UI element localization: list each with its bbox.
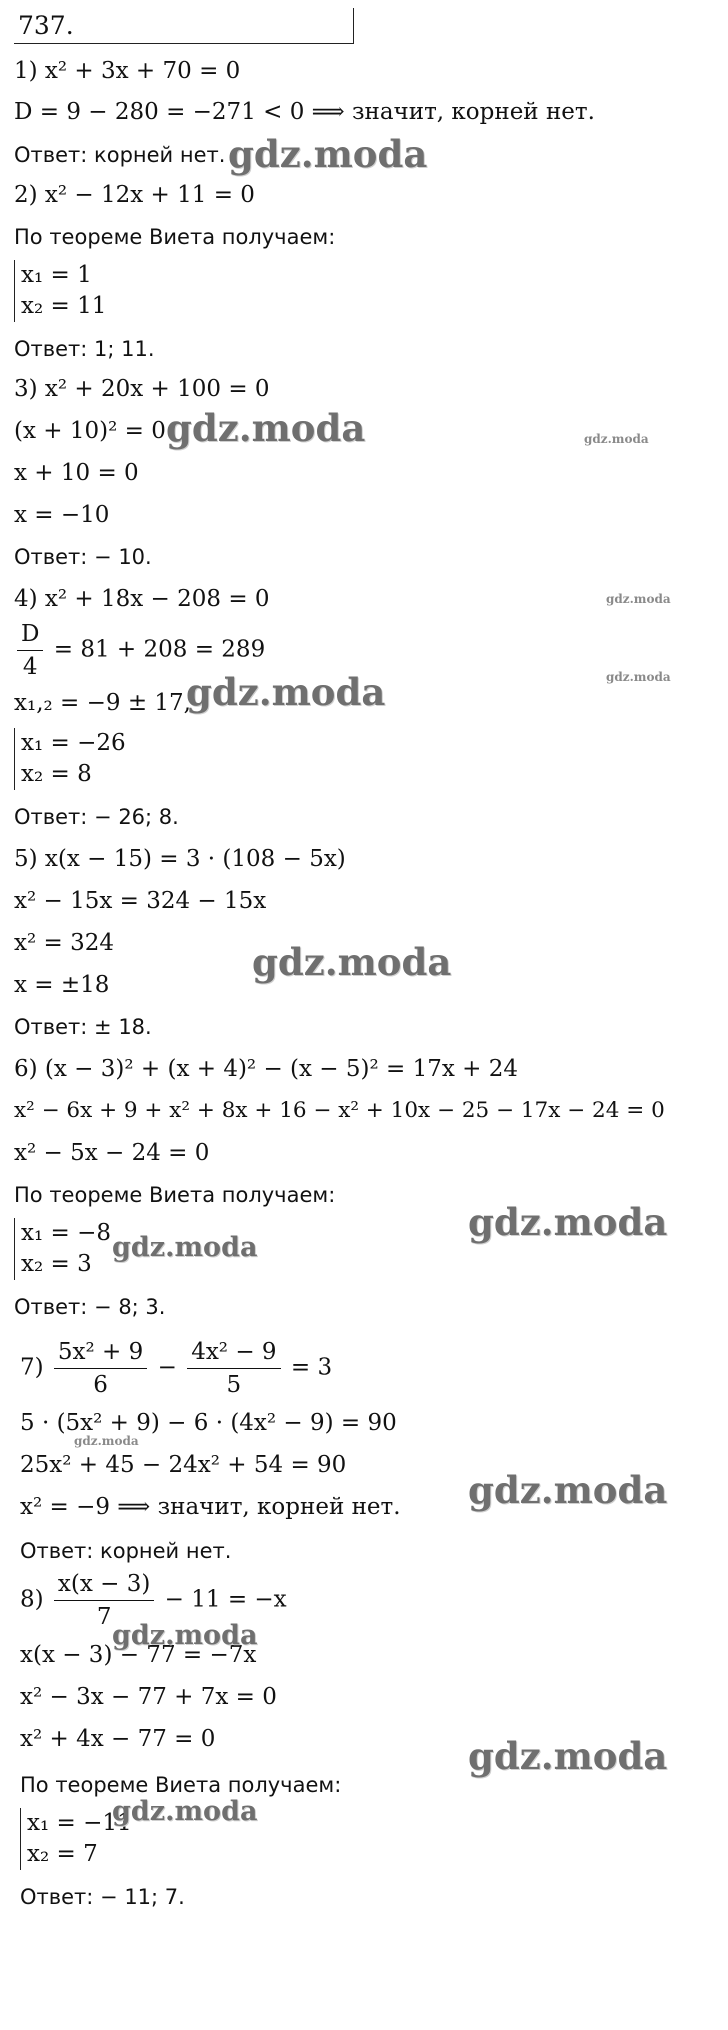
s4-answer: Ответ: − 26; 8.: [14, 805, 179, 829]
s4-roots-system: [14, 728, 126, 790]
s6-root-1: x₁ = −8: [21, 1220, 111, 1246]
s8-root-2: x₂ = 7: [27, 1841, 98, 1867]
s8-answer: Ответ: − 11; 7.: [20, 1885, 185, 1909]
watermark-logo: gdz.moda: [112, 1232, 258, 1263]
s2-equation: 2) x² − 12x + 11 = 0: [14, 182, 255, 208]
s5-line-3: x = ±18: [14, 972, 110, 998]
s3-line-2: x + 10 = 0: [14, 460, 139, 486]
s3-line-3: x = −10: [14, 502, 110, 528]
watermark-logo: gdz.moda: [228, 132, 428, 176]
s8-frac-den: 7: [96, 1604, 112, 1630]
s7-minus: −: [157, 1354, 177, 1381]
s7-answer: Ответ: корней нет.: [20, 1539, 232, 1563]
watermark-logo: gdz.moda: [584, 432, 649, 446]
s2-roots-system: [14, 260, 106, 322]
task-number: 737.: [14, 8, 354, 44]
watermark-logo: gdz.moda: [112, 1796, 258, 1827]
s8-line-3: x² + 4x − 77 = 0: [20, 1726, 216, 1752]
s7-equation: [20, 1338, 332, 1399]
watermark-logo: gdz.moda: [468, 1734, 668, 1778]
s8-line-2: x² − 3x − 77 + 7x = 0: [20, 1684, 277, 1710]
s7-frac2-den: 5: [226, 1372, 242, 1398]
s6-equation: 6) (x − 3)² + (x + 4)² − (x − 5)² = 17x + 24: [14, 1056, 518, 1082]
s4-root-1: x₁ = −26: [21, 730, 126, 756]
s5-line-1: x² − 15x = 324 − 15x: [14, 888, 267, 914]
s4-disc-rest: = 81 + 208 = 289: [53, 636, 266, 663]
s4-fraction: [17, 620, 43, 681]
s8-line-1: x(x − 3) − 77 = −7x: [20, 1642, 257, 1668]
s7-fraction-1: [54, 1338, 147, 1399]
s7-fraction-2: [187, 1338, 280, 1399]
s6-line-1: x² − 6x + 9 + x² + 8x + 16 − x² + 10x − 25 − 17x − 24 = 0: [14, 1098, 665, 1123]
s4-roots-formula: x₁,₂ = −9 ± 17,: [14, 690, 191, 716]
s6-vieta-text: По теореме Виета получаем:: [14, 1183, 336, 1207]
watermark-logo: gdz.moda: [606, 592, 671, 606]
watermark-logo: gdz.moda: [468, 1468, 668, 1512]
s8-frac-num: x(x − 3): [54, 1570, 154, 1601]
watermark-logo: gdz.moda: [112, 1620, 258, 1651]
s8-root-1: x₁ = −11: [27, 1810, 132, 1836]
s7-frac1-den: 6: [93, 1372, 108, 1398]
s2-vieta-text: По теореме Виета получаем:: [14, 225, 336, 249]
s2-answer: Ответ: 1; 11.: [14, 337, 155, 361]
s5-answer: Ответ: ± 18.: [14, 1015, 152, 1039]
s7-line-2: 25x² + 45 − 24x² + 54 = 90: [20, 1452, 347, 1478]
s8-vieta-text: По теореме Виета получаем:: [20, 1773, 342, 1797]
s6-root-2: x₂ = 3: [21, 1251, 92, 1277]
s7-line-1: 5 · (5x² + 9) − 6 · (4x² − 9) = 90: [20, 1410, 397, 1436]
watermark-logo: gdz.moda: [606, 670, 671, 684]
s4-frac-den: 4: [22, 654, 38, 680]
watermark-logo: gdz.moda: [186, 670, 386, 714]
s8-rest: − 11 = −x: [164, 1586, 287, 1613]
s5-line-2: x² = 324: [14, 930, 114, 956]
s7-rhs: = 3: [290, 1354, 333, 1381]
s6-line-2: x² − 5x − 24 = 0: [14, 1140, 210, 1166]
watermark-logo: gdz.moda: [468, 1200, 668, 1244]
s7-frac1-num: 5x² + 9: [54, 1338, 147, 1369]
s4-frac-num: D: [17, 620, 43, 651]
s6-roots-system: [14, 1218, 111, 1280]
s1-answer: Ответ: корней нет.: [14, 143, 226, 167]
s7-label: 7): [20, 1354, 44, 1381]
s4-root-2: x₂ = 8: [21, 761, 92, 787]
s1-equation: 1) x² + 3x + 70 = 0: [14, 58, 241, 84]
s1-discriminant: D = 9 − 280 = −271 < 0 ⟹ значит, корней нет.: [14, 99, 595, 125]
s2-root-2: x₂ = 11: [21, 293, 107, 319]
s8-label: 8): [20, 1586, 44, 1613]
s5-equation: 5) x(x − 15) = 3 · (108 − 5x): [14, 846, 346, 872]
s4-equation: 4) x² + 18x − 208 = 0: [14, 586, 270, 612]
watermark-logo: gdz.moda: [252, 940, 452, 984]
s2-root-1: x₁ = 1: [21, 262, 92, 288]
s3-equation: 3) x² + 20x + 100 = 0: [14, 376, 270, 402]
s3-answer: Ответ: − 10.: [14, 545, 152, 569]
s6-answer: Ответ: − 8; 3.: [14, 1295, 166, 1319]
s7-frac2-num: 4x² − 9: [187, 1338, 280, 1369]
watermark-logo: gdz.moda: [74, 1434, 139, 1448]
watermark-logo: gdz.moda: [166, 406, 366, 450]
s7-line-3: x² = −9 ⟹ значит, корней нет.: [20, 1494, 401, 1520]
s3-line-1: (x + 10)² = 0: [14, 418, 166, 444]
